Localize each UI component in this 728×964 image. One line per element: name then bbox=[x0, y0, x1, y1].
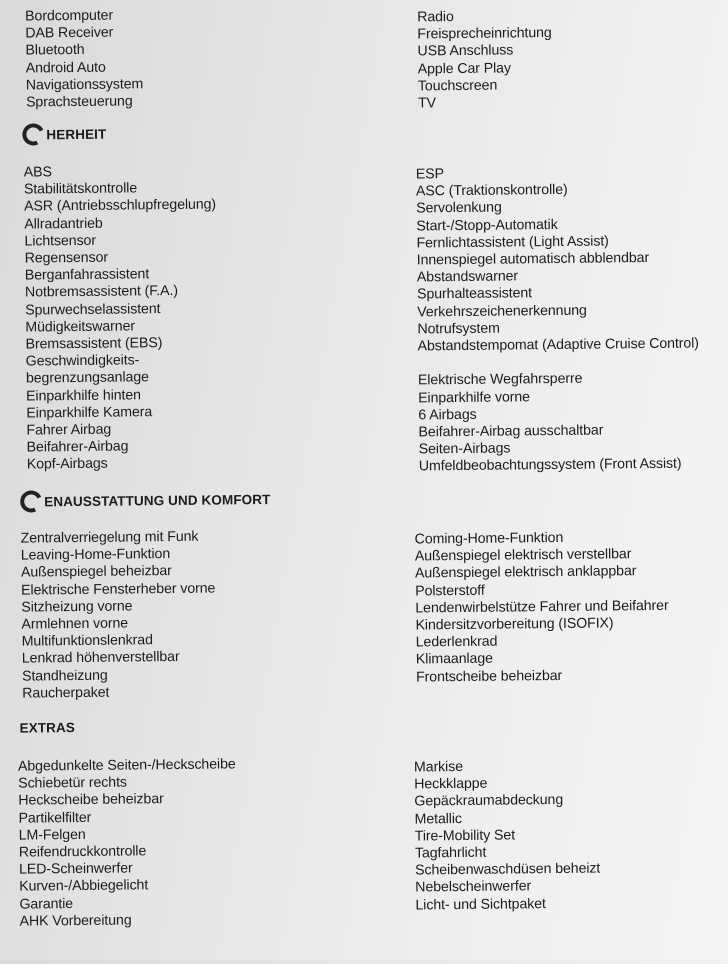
section-heading-text: ENAUSSTATTUNG UND KOMFORT bbox=[44, 491, 271, 509]
feature-item: Standheizung bbox=[21, 667, 108, 685]
feature-item: LED-Scheinwerfer bbox=[18, 860, 133, 878]
feature-item: Raucherpaket bbox=[22, 684, 110, 702]
feature-item: begrenzungsanlage bbox=[25, 369, 149, 387]
feature-item: Geschwindigkeits- bbox=[25, 352, 140, 370]
feature-item: ESP bbox=[415, 166, 444, 183]
feature-item: Lenkrad höhenverstellbar bbox=[21, 649, 180, 668]
feature-item: Beifahrer-Airbag bbox=[26, 438, 129, 456]
feature-item: Start-/Stopp-Automatik bbox=[416, 216, 558, 235]
feature-item: Umfeldbeobachtungssystem (Front Assist) bbox=[418, 456, 682, 475]
feature-item: Berganfahrassistent bbox=[24, 266, 150, 284]
feature-item: ASR (Antriebsschlupfregelung) bbox=[24, 196, 217, 215]
feature-item: TV bbox=[417, 95, 437, 112]
feature-item: Apple Car Play bbox=[417, 60, 512, 78]
feature-item: Metallic bbox=[414, 810, 462, 828]
feature-item: Scheibenwaschdüsen beheizt bbox=[415, 860, 601, 879]
feature-item: Android Auto bbox=[25, 59, 106, 77]
feature-item: Allradantrieb bbox=[24, 215, 103, 233]
feature-item: Radio bbox=[417, 9, 454, 26]
feature-item: 6 Airbags bbox=[418, 406, 477, 424]
feature-item: USB Anschluss bbox=[417, 42, 514, 60]
section-heading-text: EXTRAS bbox=[19, 720, 76, 736]
feature-item: Tire-Mobility Set bbox=[414, 827, 516, 845]
feature-item: Touchscreen bbox=[417, 77, 498, 95]
feature-item: Seiten-Airbags bbox=[418, 440, 511, 458]
feature-item: Kindersitzvorbereitung (ISOFIX) bbox=[415, 615, 614, 634]
feature-list bbox=[24, 163, 219, 475]
section-heading-sicherheit bbox=[22, 123, 106, 146]
innenausstattung-left-column bbox=[21, 529, 217, 703]
feature-item: Notbremsassistent (F.A.) bbox=[24, 283, 179, 301]
feature-item: Garantie bbox=[19, 895, 74, 913]
feature-item: Licht- und Sichtpaket bbox=[415, 895, 546, 914]
feature-item: Klimaanlage bbox=[415, 651, 493, 668]
feature-item: ABS bbox=[23, 164, 52, 181]
feature-item: Abgedunkelte Seiten-/Heckscheibe bbox=[17, 756, 236, 775]
feature-item: Reifendruckkontrolle bbox=[18, 843, 147, 861]
feature-item: Heckklappe bbox=[414, 775, 488, 793]
feature-list bbox=[417, 8, 552, 113]
sicherheit-left-column bbox=[24, 163, 219, 475]
feature-item: Außenspiegel elektrisch verstellbar bbox=[414, 546, 632, 565]
feature-item: Lichtsensor bbox=[24, 232, 97, 250]
feature-list bbox=[416, 163, 700, 476]
feature-item: Außenspiegel elektrisch anklappbar bbox=[414, 563, 637, 582]
feature-item: Spurhalteassistent bbox=[416, 285, 533, 303]
feature-item: Kurven-/Abbiegelicht bbox=[19, 877, 149, 896]
feature-item: DAB Receiver bbox=[25, 24, 114, 42]
feature-item: Sitzheizung vorne bbox=[21, 598, 133, 616]
feature-item: ASC (Traktionskontrolle) bbox=[415, 182, 568, 200]
feature-item: Freisprecheinrichtung bbox=[417, 25, 552, 43]
feature-item: Innenspiegel automatisch abblendbar bbox=[416, 250, 650, 269]
feature-item: Partikelfilter bbox=[18, 809, 92, 827]
sicherheit-right-column bbox=[416, 163, 700, 476]
feature-item: Zentralverriegelung mit Funk bbox=[20, 528, 199, 547]
feature-item: Bremsassistent (EBS) bbox=[25, 335, 163, 353]
feature-item: Tagfahrlicht bbox=[414, 844, 487, 862]
feature-item: Verkehrszeichenerkennung bbox=[417, 302, 587, 321]
feature-item: Markise bbox=[413, 758, 464, 776]
feature-item: Stabilitätskontrolle bbox=[23, 180, 138, 198]
multimedia-left-column bbox=[25, 7, 143, 111]
partial-ring-icon bbox=[17, 487, 45, 515]
feature-item: Regensensor bbox=[24, 249, 109, 267]
feature-item: Armlehnen vorne bbox=[21, 615, 129, 633]
feature-list bbox=[18, 756, 237, 930]
feature-item: Elektrische Wegfahrsperre bbox=[417, 371, 583, 389]
feature-item: Schiebetür rechts bbox=[18, 774, 127, 792]
innenausstattung-right-column bbox=[415, 529, 670, 686]
feature-item: Gepäckraumabdeckung bbox=[414, 792, 564, 810]
feature-item: Müdigkeitswarner bbox=[25, 318, 136, 336]
feature-item: Lendenwirbelstütze Fahrer und Beifahrer bbox=[415, 597, 669, 617]
feature-item: Abstandstempomat (Adaptive Cruise Control) bbox=[417, 335, 699, 355]
section-heading-innenausstattung bbox=[20, 488, 270, 513]
extras-left-column bbox=[18, 756, 237, 930]
feature-list bbox=[25, 7, 143, 111]
feature-item: Sprachsteuerung bbox=[25, 93, 133, 111]
feature-item: Spurwechselassistent bbox=[25, 300, 161, 319]
section-heading-extras bbox=[20, 720, 76, 736]
multimedia-right-column bbox=[417, 8, 552, 113]
feature-item: Polsterstoff bbox=[415, 582, 485, 600]
feature-item: Einparkhilfe Kamera bbox=[26, 404, 153, 422]
feature-item: Elektrische Fensterheber vorne bbox=[21, 580, 216, 599]
feature-item: Kopf-Airbags bbox=[26, 456, 108, 473]
feature-item: Multifunktionslenkrad bbox=[21, 632, 153, 650]
feature-item: Notrufsystem bbox=[417, 320, 500, 338]
feature-item: AHK Vorbereitung bbox=[19, 912, 132, 930]
feature-item: Lederlenkrad bbox=[415, 633, 498, 651]
section-heading-text: HERHEIT bbox=[46, 126, 107, 142]
feature-item: Coming-Home-Funktion bbox=[414, 529, 564, 548]
feature-item: Beifahrer-Airbag ausschaltbar bbox=[418, 422, 604, 441]
feature-item: Bluetooth bbox=[25, 42, 85, 59]
feature-item: Bordcomputer bbox=[25, 7, 114, 25]
feature-item: Einparkhilfe vorne bbox=[418, 388, 530, 407]
feature-item: Einparkhilfe hinten bbox=[26, 386, 142, 405]
feature-item: Leaving-Home-Funktion bbox=[20, 546, 171, 564]
feature-item: Nebelscheinwerfer bbox=[415, 878, 532, 896]
feature-item: Frontscheibe beheizbar bbox=[415, 667, 563, 686]
feature-list bbox=[415, 529, 670, 686]
partial-ring-icon bbox=[19, 120, 47, 148]
feature-item: Servolenkung bbox=[416, 199, 502, 217]
feature-item: Fahrer Airbag bbox=[26, 421, 112, 439]
feature-list bbox=[414, 758, 601, 915]
feature-list bbox=[21, 529, 217, 703]
feature-item: Fernlichtassistent (Light Assist) bbox=[416, 233, 609, 252]
feature-item: Navigationssystem bbox=[25, 76, 144, 94]
feature-item: Abstandswarner bbox=[416, 268, 519, 286]
feature-item: LM-Felgen bbox=[18, 826, 86, 844]
feature-item: Heckscheibe beheizbar bbox=[18, 791, 164, 810]
extras-right-column bbox=[414, 758, 601, 915]
feature-item: Außenspiegel beheizbar bbox=[20, 563, 172, 582]
